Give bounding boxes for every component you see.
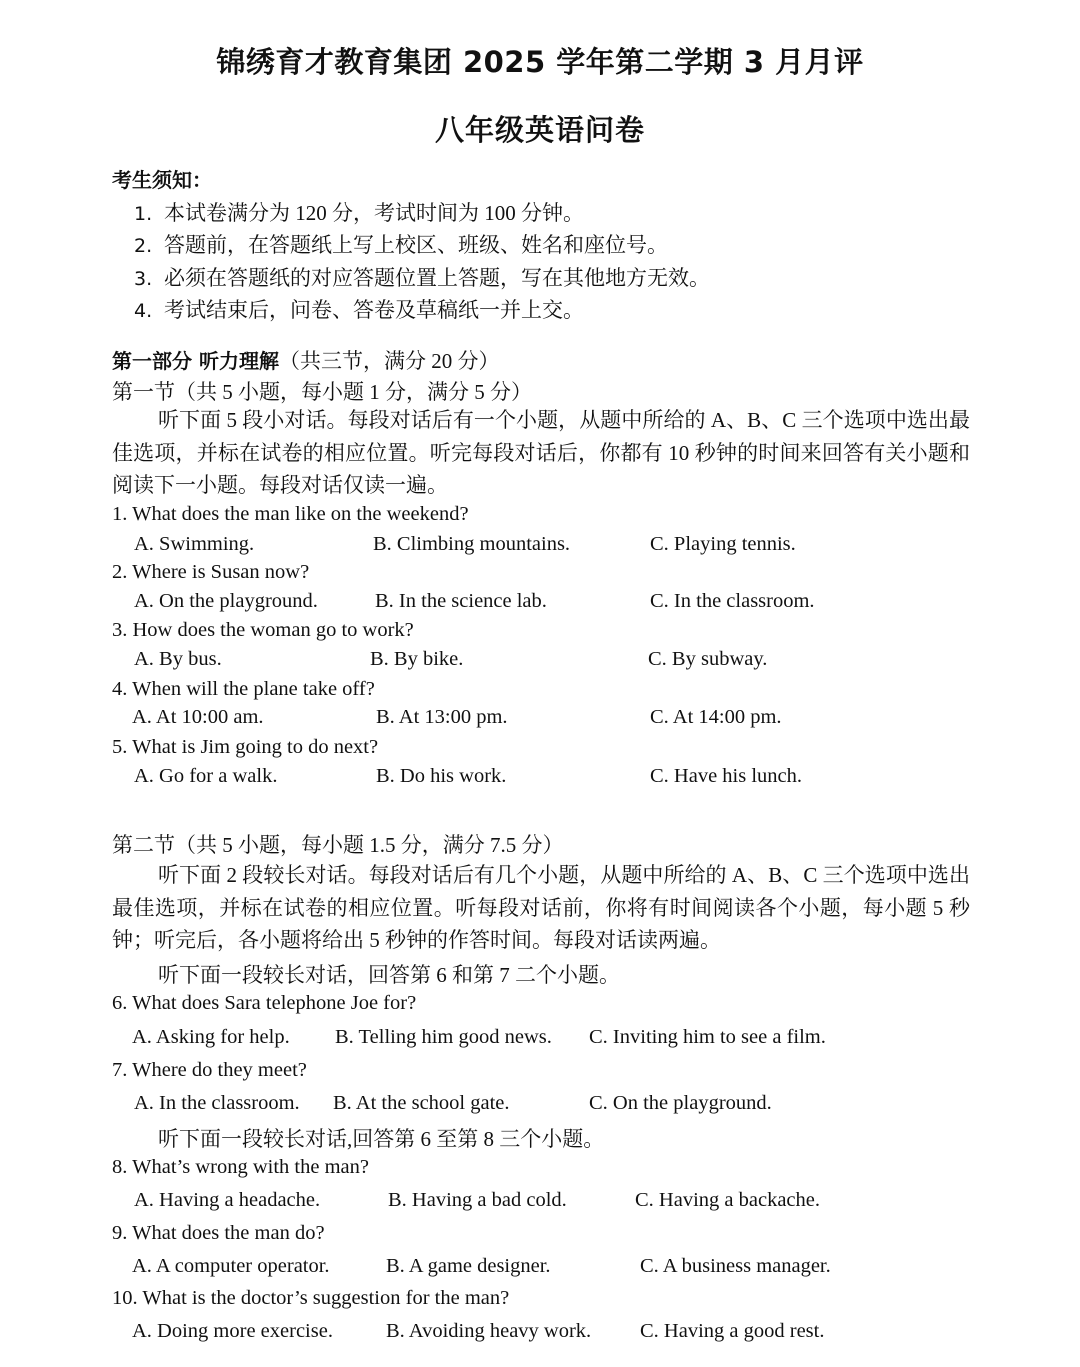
option-c: C. By subway. <box>648 648 768 670</box>
option-c: C. Inviting him to see a film. <box>589 1026 826 1048</box>
notice-item <box>134 294 584 324</box>
notice-item-text: 必须在答题纸的对应答题位置上答题，写在其他地方无效。 <box>164 266 710 290</box>
option-a: A. At 10:00 am. <box>132 706 264 728</box>
option-a: A. By bus. <box>134 648 222 670</box>
option-c: C. Have his lunch. <box>650 765 803 787</box>
option-c: C. On the playground. <box>589 1092 772 1114</box>
notice-item-text: 考试结束后，问卷、答卷及草稿纸一并上交。 <box>164 298 584 322</box>
question-9: 9. What does the man do? <box>112 1222 325 1244</box>
notice-item-number: 2. <box>134 235 153 257</box>
option-c: C. Having a backache. <box>635 1189 820 1211</box>
page-title: 锦绣育才教育集团 2025 学年第二学期 3 月月评 <box>216 45 864 79</box>
notice-item <box>134 197 584 227</box>
section2-instructions: 听下面 2 段较长对话。每段对话后有几个小题，从题中所给的 A、B、C 三个选项中选出最佳选项，并标在试卷的相应位置。听每段对话前，你将有时间阅读各个小题，每小题 5 秒钟；听完后，各小题将给出 5 秒钟的作答时间。每段对话读两遍。 <box>112 863 970 952</box>
part1-heading-rest: （共三节，满分 20 分） <box>278 349 500 373</box>
option-b: B. At the school gate. <box>333 1092 510 1114</box>
option-a: A. Go for a walk. <box>134 765 278 787</box>
option-a: A. In the classroom. <box>134 1092 300 1114</box>
question-7: 7. Where do they meet? <box>112 1059 307 1081</box>
option-a: A. Having a headache. <box>134 1189 321 1211</box>
page-subtitle: 八年级英语问卷 <box>434 113 645 147</box>
option-a: A. Asking for help. <box>132 1026 290 1048</box>
notice-item <box>134 229 668 259</box>
option-b: B. By bike. <box>370 648 464 670</box>
question-5: 5. What is Jim going to do next? <box>112 736 379 758</box>
question-8: 8. What’s wrong with the man? <box>112 1156 369 1178</box>
option-c: C. At 14:00 pm. <box>650 706 782 728</box>
question-3: 3. How does the woman go to work? <box>112 619 414 641</box>
option-c: C. Playing tennis. <box>650 533 796 555</box>
option-b: B. A game designer. <box>386 1255 551 1277</box>
option-b: B. Avoiding heavy work. <box>386 1320 592 1342</box>
option-b: B. Having a bad cold. <box>388 1189 567 1211</box>
option-a: A. On the playground. <box>134 590 318 612</box>
section2-heading: 第二节（共 5 小题，每小题 1.5 分，满分 7.5 分） <box>112 833 564 857</box>
dialogue2-intro: 听下面一段较长对话,回答第 6 至第 8 三个小题。 <box>158 1127 605 1151</box>
notice-item-number: 4. <box>134 300 153 322</box>
notice-item-text: 本试卷满分为 120 分，考试时间为 100 分钟。 <box>164 201 584 225</box>
option-c: C. In the classroom. <box>650 590 815 612</box>
part1-heading-bold: 第一部分 听力理解 <box>112 349 279 373</box>
notice-item-text: 答题前，在答题纸上写上校区、班级、姓名和座位号。 <box>164 233 668 257</box>
question-2: 2. Where is Susan now? <box>112 561 310 583</box>
dialogue1-intro: 听下面一段较长对话，回答第 6 和第 7 二个小题。 <box>158 963 620 987</box>
notice-item <box>134 262 710 292</box>
option-b: B. At 13:00 pm. <box>376 706 508 728</box>
question-6: 6. What does Sara telephone Joe for? <box>112 992 417 1014</box>
option-b: B. In the science lab. <box>375 590 547 612</box>
option-a: A. A computer operator. <box>132 1255 330 1277</box>
section1-heading: 第一节（共 5 小题，每小题 1 分，满分 5 分） <box>112 380 532 404</box>
option-c: C. A business manager. <box>640 1255 831 1277</box>
option-b: B. Climbing mountains. <box>373 533 571 555</box>
notice-item-number: 1. <box>134 203 153 225</box>
notice-item-number: 3. <box>134 268 153 290</box>
option-b: B. Telling him good news. <box>335 1026 552 1048</box>
option-a: A. Doing more exercise. <box>132 1320 333 1342</box>
part1-heading <box>112 345 499 375</box>
option-c: C. Having a good rest. <box>640 1320 825 1342</box>
notice-heading: 考生须知： <box>112 168 212 192</box>
question-1: 1. What does the man like on the weekend? <box>112 503 469 525</box>
option-a: A. Swimming. <box>134 533 255 555</box>
question-10: 10. What is the doctor’s suggestion for the man? <box>112 1287 510 1309</box>
question-4: 4. When will the plane take off? <box>112 678 375 700</box>
section1-instructions: 听下面 5 段小对话。每段对话后有一个小题，从题中所给的 A、B、C 三个选项中选出最佳选项，并标在试卷的相应位置。听完每段对话后，你都有 10 秒钟的时间来回答有关小题和阅读下一小题。每段对话仅读一遍。 <box>112 408 970 497</box>
option-b: B. Do his work. <box>376 765 507 787</box>
